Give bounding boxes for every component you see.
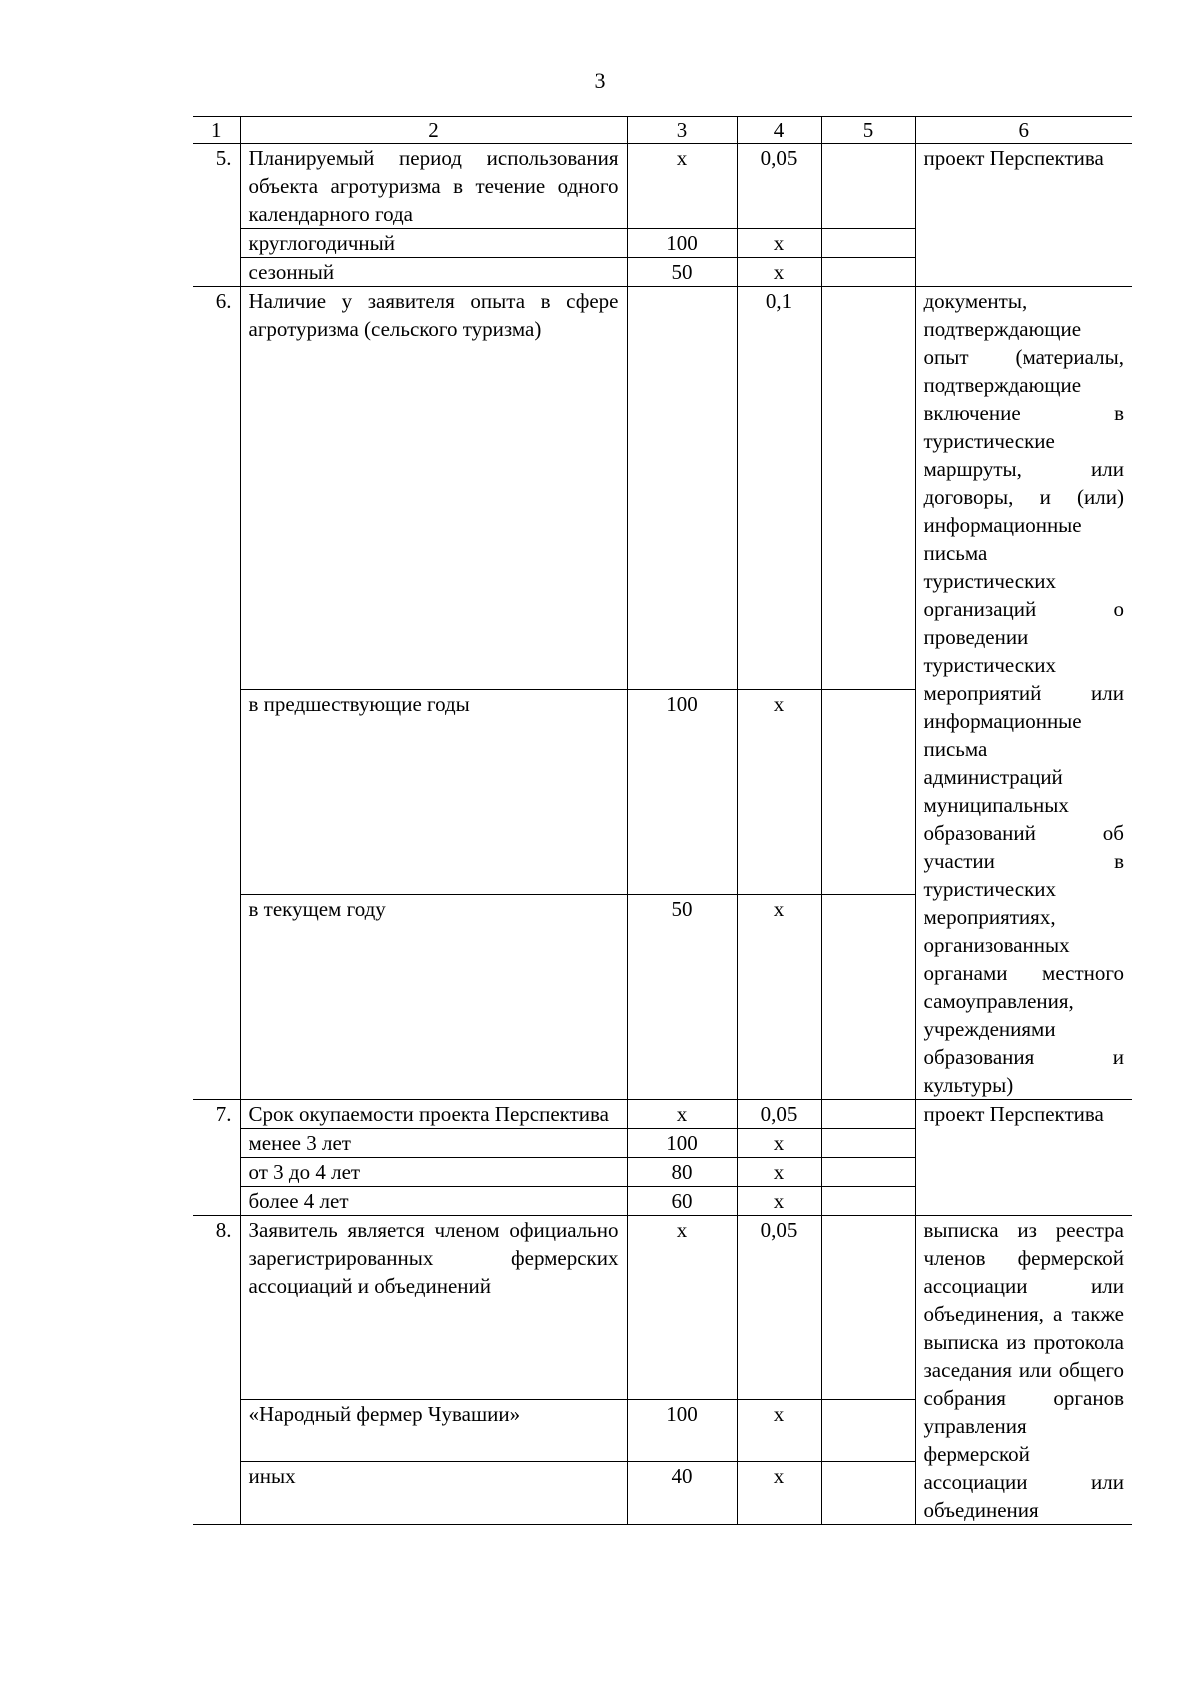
- option-label: в текущем году: [240, 894, 627, 1099]
- col5-cell: [821, 1129, 915, 1158]
- table-row: [193, 287, 1132, 690]
- col5-cell: [821, 1100, 915, 1129]
- weight-cell: х: [737, 258, 821, 287]
- criterion-title: Срок окупаемости проекта Перспектива: [240, 1100, 627, 1129]
- score-cell: 60: [627, 1187, 737, 1216]
- score-cell: 100: [627, 1399, 737, 1462]
- score-cell: 100: [627, 229, 737, 258]
- table-row: [193, 144, 1132, 229]
- option-label: от 3 до 4 лет: [240, 1158, 627, 1187]
- col5-cell: [821, 229, 915, 258]
- score-cell: х: [627, 1100, 737, 1129]
- row-number: 8.: [193, 1216, 240, 1525]
- criterion-title: Наличие у заявителя опыта в сфере агротуризма (сельского туризма): [240, 287, 627, 690]
- weight-cell: х: [737, 1158, 821, 1187]
- header-cell: 2: [240, 117, 627, 144]
- option-label: более 4 лет: [240, 1187, 627, 1216]
- header-cell: 5: [821, 117, 915, 144]
- col5-cell: [821, 258, 915, 287]
- option-label: сезонный: [240, 258, 627, 287]
- col5-cell: [821, 1158, 915, 1187]
- col5-cell: [821, 894, 915, 1099]
- score-cell: 80: [627, 1158, 737, 1187]
- weight-cell: 0,05: [737, 1100, 821, 1129]
- row-number: 6.: [193, 287, 240, 1100]
- score-cell: 50: [627, 894, 737, 1099]
- option-label: в предшествующие годы: [240, 689, 627, 894]
- weight-cell: 0,05: [737, 1216, 821, 1400]
- table-row: [193, 1100, 1132, 1129]
- score-cell: [627, 287, 737, 690]
- weight-cell: х: [737, 894, 821, 1099]
- score-cell: 40: [627, 1462, 737, 1525]
- documents-cell: проект Перспектива: [915, 1100, 1132, 1216]
- weight-cell: х: [737, 1187, 821, 1216]
- score-cell: 50: [627, 258, 737, 287]
- header-cell: 6: [915, 117, 1132, 144]
- documents-cell: документы, подтверждающие опыт (материалы, подтверждающие включение в туристические маршруты, или договоры, и (или) информационные письма туристических организаций о проведении туристических мероприятий или информационные письма администраций муниципальных образований об участии в туристических мероприятиях, организованных органами местного самоуправления, учреждениями образования и культуры): [915, 287, 1132, 1100]
- weight-cell: х: [737, 1462, 821, 1525]
- col5-cell: [821, 1399, 915, 1462]
- col5-cell: [821, 1187, 915, 1216]
- header-cell: 1: [193, 117, 240, 144]
- option-label: «Народный фермер Чувашии»: [240, 1399, 627, 1462]
- score-cell: х: [627, 1216, 737, 1400]
- page-number: 3: [594, 68, 606, 93]
- documents-cell: проект Перспектива: [915, 144, 1132, 287]
- row-number: 7.: [193, 1100, 240, 1216]
- criteria-table: [193, 116, 1132, 1525]
- col5-cell: [821, 287, 915, 690]
- col5-cell: [821, 1216, 915, 1400]
- table-row: [193, 1216, 1132, 1400]
- col5-cell: [821, 144, 915, 229]
- col5-cell: [821, 1462, 915, 1525]
- weight-cell: х: [737, 1399, 821, 1462]
- criterion-title: Заявитель является членом официально зарегистрированных фермерских ассоциаций и объединений: [240, 1216, 627, 1400]
- col5-cell: [821, 689, 915, 894]
- score-cell: 100: [627, 689, 737, 894]
- criterion-title: Планируемый период использования объекта агротуризма в течение одного календарного года: [240, 144, 627, 229]
- score-cell: 100: [627, 1129, 737, 1158]
- header-cell: 4: [737, 117, 821, 144]
- option-label: менее 3 лет: [240, 1129, 627, 1158]
- header-row: [193, 117, 1132, 144]
- weight-cell: 0,1: [737, 287, 821, 690]
- header-cell: 3: [627, 117, 737, 144]
- weight-cell: х: [737, 1129, 821, 1158]
- option-label: иных: [240, 1462, 627, 1525]
- weight-cell: 0,05: [737, 144, 821, 229]
- documents-cell: выписка из реестра членов фермерской ассоциации или объединения, а также выписка из протокола заседания или общего собрания органов управления фермерской ассоциации или объединения: [915, 1216, 1132, 1525]
- weight-cell: х: [737, 229, 821, 258]
- weight-cell: х: [737, 689, 821, 894]
- option-label: круглогодичный: [240, 229, 627, 258]
- score-cell: х: [627, 144, 737, 229]
- row-number: 5.: [193, 144, 240, 287]
